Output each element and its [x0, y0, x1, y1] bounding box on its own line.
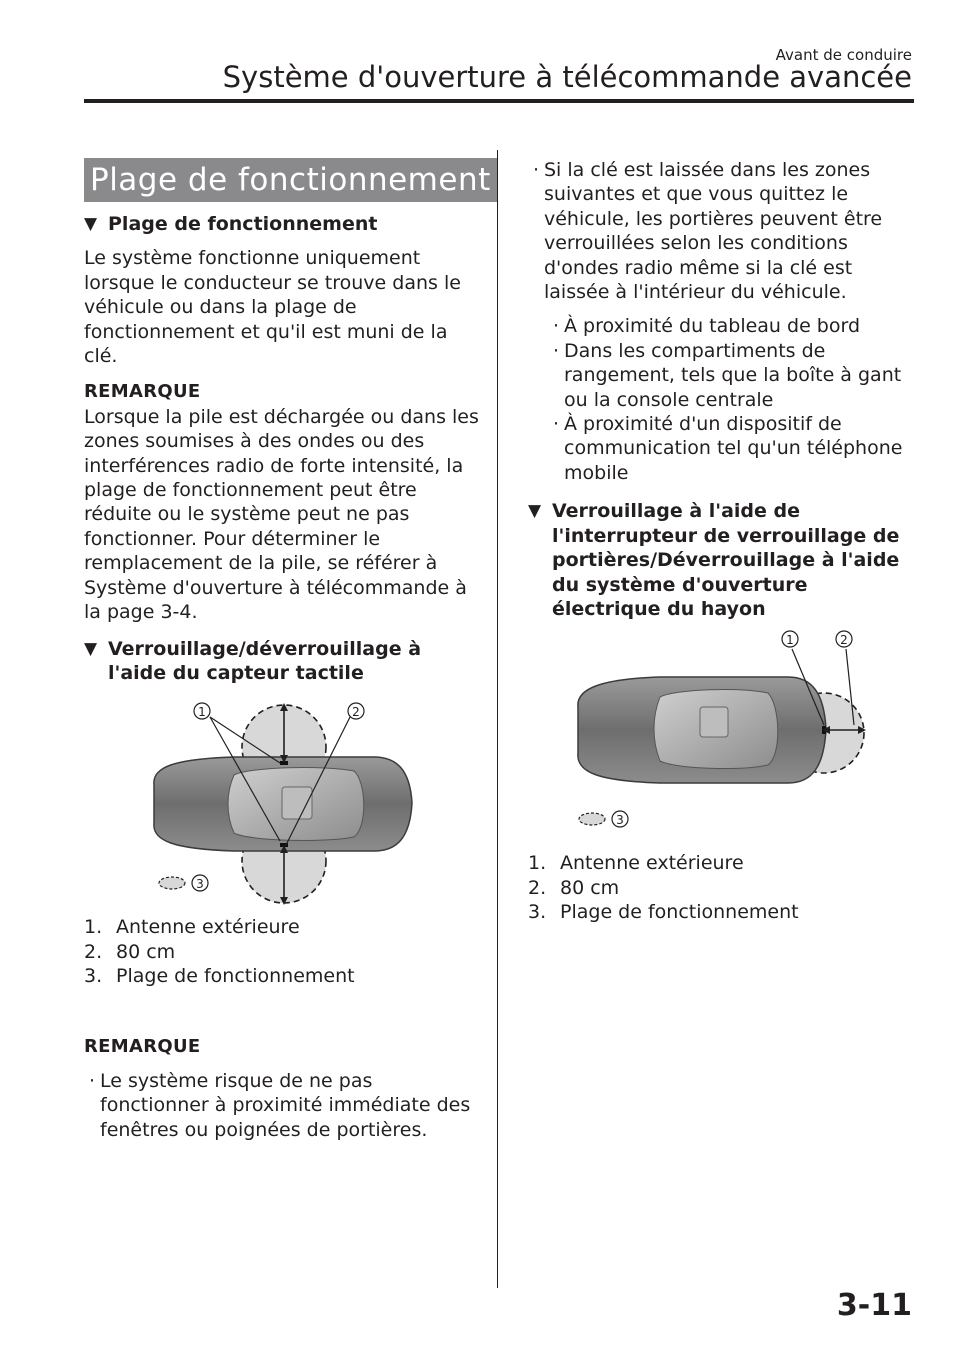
note-title: REMARQUE — [84, 381, 201, 403]
subsection-heading-text: Plage de fonctionnement — [108, 213, 378, 235]
right-column — [528, 158, 918, 925]
svg-text:3: 3 — [196, 877, 204, 892]
legend-item: 3. Plage de fonctionnement — [528, 901, 799, 924]
antenna-rear — [822, 726, 826, 734]
triangle-marker-icon: ▼ — [84, 214, 98, 234]
bullet-dot-icon: · — [552, 413, 560, 436]
legend-item: 2. 80 cm — [528, 876, 620, 899]
liftgate-range-figure — [528, 621, 918, 851]
sub-bullet: · À proximité du tableau de bord — [548, 314, 918, 338]
note-battery-text: Lorsque la pile est déchargée ou dans les zones soumises à des ondes ou des interférences radio de forte intensité, la plage de fonctionnement peut être réduite ou le système peut ne pas fonctionner. Pour déterminer le remplacement de la pile, se référer à Système d'ouverture à télécommande à la page 3-4. — [84, 405, 479, 624]
note-bullet-text: Le système risque de ne pas fonctionner à proximité immédiate des fenêtres ou poignées de portières. — [100, 1069, 471, 1141]
sub-bullet: · À proximité d'un dispositif de communication tel qu'un téléphone mobile — [548, 412, 918, 485]
note-bullet — [84, 1069, 480, 1142]
bullet-dot-icon: · — [552, 315, 560, 338]
callout-2 — [836, 631, 852, 647]
car-sunroof — [700, 707, 728, 737]
page-number: 3-11 — [836, 1288, 912, 1323]
bullet-dot-icon: · — [552, 339, 560, 362]
range-description: Le système fonctionne uniquement lorsque le conducteur se trouve dans le véhicule ou dans la plage de fonctionnement et qu'il est muni de la clé. — [84, 247, 461, 368]
callout-1 — [782, 631, 798, 647]
legend-item: 1. Antenne extérieure — [528, 852, 744, 875]
svg-text:3: 3 — [616, 813, 624, 828]
subsection-heading-text: Verrouillage/déverrouillage à l'aide du capteur tactile — [108, 637, 422, 684]
key-location-bullet — [528, 158, 918, 304]
page-header-title: Système d'ouverture à télécommande avancée — [222, 60, 912, 94]
figure-legend-left — [84, 915, 480, 988]
svg-text:2: 2 — [840, 633, 848, 648]
legend-swatch-range — [579, 811, 628, 827]
antenna-upper — [280, 761, 288, 765]
sub-bullet: · Dans les compartiments de rangement, tels que la boîte à gant ou la console centrale — [548, 339, 918, 412]
left-column — [84, 158, 491, 1142]
header-divider — [84, 99, 914, 103]
svg-text:1: 1 — [198, 705, 206, 720]
bullet-dot-icon: · — [88, 1069, 96, 1092]
callout-2 — [348, 703, 364, 719]
column-divider — [497, 150, 498, 1288]
touch-sensor-range-figure — [84, 685, 480, 915]
triangle-marker-icon: ▼ — [528, 501, 542, 522]
key-location-text: Si la clé est laissée dans les zones suivantes et que vous quittez le véhicule, les portières peuvent être verrouillées selon les conditions d'ondes radio même si la clé est laissée à l'intérieur du véhicule. — [544, 159, 883, 304]
legend-item: 2. 80 cm — [84, 940, 176, 963]
subsection-heading-text: Verrouillage à l'aide de l'interrupteur de verrouillage de portières/Déverrouillage à l'aide du système d'ouverture électrique du hayon — [552, 500, 900, 620]
legend-item: 3. Plage de fonctionnement — [84, 965, 355, 988]
key-location-sublist — [548, 314, 918, 485]
figure-legend-right — [528, 851, 918, 924]
svg-text:1: 1 — [786, 633, 794, 648]
note-title: REMARQUE — [84, 1035, 201, 1057]
subsection-heading-range — [84, 212, 480, 236]
chapter-title: Avant de conduire — [775, 46, 912, 64]
legend-item: 1. Antenne extérieure — [84, 916, 300, 939]
section-title: Plage de fonctionnement — [84, 158, 497, 202]
bullet-dot-icon: · — [532, 159, 540, 181]
legend-swatch-range — [159, 875, 208, 891]
subsection-heading-liftgate — [528, 499, 918, 621]
triangle-marker-icon: ▼ — [84, 638, 98, 659]
svg-text:2: 2 — [352, 705, 360, 720]
subsection-heading-touch-sensor — [84, 637, 480, 686]
callout-1 — [194, 703, 210, 719]
